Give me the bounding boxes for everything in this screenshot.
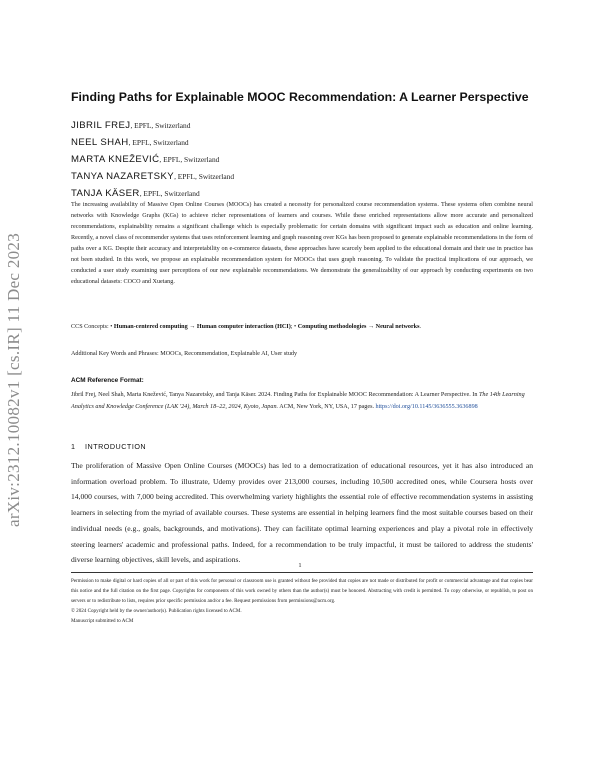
section-title: INTRODUCTION [85, 442, 147, 451]
author-affiliation: , EPFL, Switzerland [159, 155, 220, 164]
author-list [71, 115, 234, 200]
paper-title: Finding Paths for Explainable MOOC Recommendation: A Learner Perspective [71, 90, 529, 104]
doi-link[interactable]: https://doi.org/10.1145/3636555.3636898 [375, 404, 478, 410]
ccs-separator: ; • [290, 324, 298, 330]
permission-notice: Permission to make digital or hard copies of all or part of this work for personal or classroom use is granted without fee provided that copies are not made or distributed for profit or commercial advantage and that copies bear this notice and the full citation on the first page. Copyrights for components of this work owned by others than the author(s) must be honored. Abstracting with credit is permitted. To copy otherwise, or republish, to post on servers or to redistribute to lists, requires prior specific permission and/or a fee. Request permissions from permissions@acm.org. [71, 578, 533, 604]
author-name: TANYA NAZARETSKY [71, 171, 175, 182]
author-entry [71, 166, 234, 183]
abstract: The increasing availability of Massive Open Online Courses (MOOCs) has created a necessity for personalized course recommendation systems. These systems often combine neural networks with Knowledge Graphs (KGs) to achieve richer representations of learners and courses. While these enriched representations allow more accurate and personalized recommendations, explainability remains a significant challenge which is especially problematic for certain domains with significant impact such as education and online learning. Recently, a novel class of recommender systems that uses reinforcement learning and graph reasoning over KGs has been proposed to generate explainable recommendations in the form of paths over a KG. Despite their accuracy and interpretability on e-commerce datasets, these approaches have scarcely been applied to the educational domain and their use in practice has not been studied. In this work, we propose an explainable recommendation system for MOOCs that uses graph reasoning. To validate the practical implications of our approach, we conducted a user study examining user perceptions of our new explainable recommendations. We demonstrate the generalizability of our approach by conducting experiments on two educational datasets: COCO and Xuetang. [71, 202, 533, 285]
author-entry [71, 132, 234, 149]
keywords: Additional Key Words and Phrases: MOOCs, Recommendation, Explainable AI, User study [71, 351, 298, 357]
acm-reference-heading: ACM Reference Format: [71, 377, 144, 384]
manuscript-note: Manuscript submitted to ACM [71, 618, 134, 624]
ccs-concept-computing: Computing methodologies → Neural networks [297, 324, 420, 330]
author-affiliation: , EPFL, Switzerland [139, 189, 200, 198]
acm-reference-publisher: ACM, New York, NY, USA, 17 pages. [278, 404, 376, 410]
page-number: 1 [298, 562, 302, 569]
author-affiliation: , EPFL, Switzerland [130, 121, 191, 130]
acm-reference-venue: The 14th Learning Analytics and Knowledge Conference (LAK '24), March 18–22, 2024, Kyoto, Japan. [71, 392, 525, 410]
arxiv-sidebar [2, 180, 26, 580]
ccs-concept-hcc: Human-centered computing → Human computer interaction (HCI) [113, 324, 291, 330]
author-affiliation: , EPFL, Switzerland [174, 172, 235, 181]
ccs-label: CCS Concepts: • [71, 324, 114, 330]
introduction-paragraph: The proliferation of Massive Open Online Courses (MOOCs) has led to a democratization of educational resources, yet it has also introduced an information overload problem. To illustrate, Udemy provides over 213,000 courses, including 10,500 accredited ones, while Coursera hosts over 14,000 courses, with 7,000 being accredited. This overwhelming variety highlights the essential role of effective recommendation systems in assisting learners in selecting from the myriad of available courses. These systems are essential in helping learners find the most suitable courses based on their individual needs (e.g., goals, backgrounds, and motivations). They can facilitate optimal learning experiences and play a pivotal role in effectively steering learners' academic and professional paths. Indeed, for a recommendation to be truly impactful, it must be tailored to address the students' diverse learning objectives, skill levels, and aspirations. [71, 461, 533, 565]
arxiv-stamp: arXiv:2312.10082v1 [cs.IR] 11 Dec 2023 [4, 232, 23, 528]
acm-reference [71, 389, 533, 413]
author-affiliation: , EPFL, Switzerland [128, 138, 189, 147]
author-entry [71, 149, 234, 166]
author-name: JIBRIL FREJ [71, 120, 131, 131]
acm-reference-authors: Jibril Frej, Neel Shah, Marta Knežević, Tanya Nazaretsky, and Tanja Käser. 2024. Finding Paths for Explainable MOOC Recommendation: A Learner Perspective. In [71, 392, 479, 398]
author-name: MARTA KNEŽEVIĆ [71, 154, 160, 165]
author-entry [71, 183, 234, 200]
author-name: NEEL SHAH [71, 137, 129, 148]
ccs-concepts [71, 322, 533, 333]
copyright-notice: © 2024 Copyright held by the owner/author(s). Publication rights licensed to ACM. [71, 608, 242, 614]
author-name: TANJA KÄSER [71, 188, 140, 199]
section-number: 1 [71, 442, 76, 451]
author-entry [71, 115, 234, 132]
ccs-end: . [419, 324, 422, 330]
section-heading [71, 442, 146, 451]
footnote-rule [71, 572, 533, 573]
footnote [71, 576, 533, 626]
